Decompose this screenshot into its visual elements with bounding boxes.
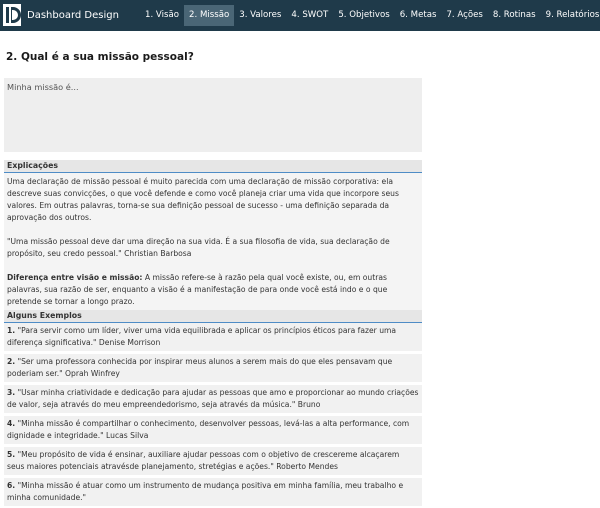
examples-header: Alguns Exemplos: [4, 310, 422, 323]
example-item: [4, 478, 422, 506]
nav-tab-acoes[interactable]: 7. Ações: [446, 10, 483, 20]
example-number: 5.: [7, 450, 16, 459]
brand-title[interactable]: Dashboard Design: [27, 10, 119, 21]
example-number: 3.: [7, 388, 16, 397]
mission-input[interactable]: [4, 78, 422, 152]
nav-tab-metas[interactable]: 6. Metas: [399, 10, 437, 20]
example-text: "Ser uma professora conhecida por inspirar meus alunos a serem mais do que eles pensavam que poderiam ser." Oprah Winfrey: [7, 357, 393, 378]
main-nav: [140, 0, 600, 31]
explanation-difference: [7, 272, 419, 308]
example-item: [4, 323, 422, 354]
nav-tab-missao[interactable]: 2. Missão: [184, 5, 234, 26]
difference-text: A missão refere-se à razão pela qual você existe, ou, em outras palavras, sua razão de ser, enquanto a visão é a manifestação de para onde você está indo e o que pretende se tornar a longo prazo.: [7, 273, 388, 306]
nav-tab-relatorios[interactable]: 9. Relatórios: [545, 10, 600, 20]
example-item: [4, 416, 422, 447]
example-number: 4.: [7, 419, 16, 428]
dashboard-logo-icon[interactable]: [3, 4, 21, 26]
example-text: "Minha missão é compartilhar o conhecimento, desenvolver pessoas, levá-las a alta performance, com dignidade e integridade." Lucas Silva: [7, 419, 410, 440]
example-text: "Minha missão é atuar como um instrumento de mudança positiva em minha família, meu trabalho e minha comunidade.": [7, 481, 404, 502]
nav-tab-objetivos[interactable]: 5. Objetivos: [338, 10, 390, 20]
explanation-quote: "Uma missão pessoal deve dar uma direção na sua vida. É a sua filosofia de vida, sua declaração de propósito, seu credo pessoal." Christian Barbosa: [7, 237, 390, 258]
example-number: 1.: [7, 326, 16, 335]
explanations-body: [4, 173, 422, 312]
nav-tab-rotinas[interactable]: 8. Rotinas: [492, 10, 536, 20]
example-text: "Para servir como um líder, viver uma vida equilibrada e aplicar os princípios éticos para fazer uma diferença significativa." Denise Morrison: [7, 326, 397, 347]
nav-tab-visao[interactable]: 1. Visão: [145, 10, 180, 20]
example-item: [4, 354, 422, 385]
nav-tab-valores[interactable]: 3. Valores: [239, 10, 282, 20]
example-text: "Usar minha criatividade e dedicação para ajudar as pessoas que amo e proporcionar ao mundo criações de valor, seja através do meu empreendedorismo, seja através da música." Bruno: [7, 388, 419, 409]
example-number: 2.: [7, 357, 16, 366]
top-navbar: [0, 0, 600, 31]
example-text: "Meu propósito de vida é ensinar, auxiliare ajudar pessoas com o objetivo de crescereme alcaçarem seus maiores potenciais atravésde planejamento, stretégias e ações." Roberto Mendes: [7, 450, 400, 471]
page-title: 2. Qual é a sua missão pessoal?: [6, 51, 194, 63]
example-number: 6.: [7, 481, 16, 490]
examples-panel: [4, 310, 422, 506]
explanations-panel: [4, 160, 422, 312]
explanations-header: Explicações: [4, 160, 422, 173]
example-item: [4, 385, 422, 416]
example-item: [4, 447, 422, 478]
explanation-paragraph: Uma declaração de missão pessoal é muito parecida com uma declaração de missão corporativa: ela descreve suas convicções, o que você defende e como você planeja criar uma vida que incorpore seus valores. Em outras palavras, torna-se sua definição pessoal de sucesso - uma definição separada da aprovação dos outros.: [7, 177, 399, 222]
nav-tab-swot[interactable]: 4. SWOT: [291, 10, 329, 20]
difference-label: Diferença entre visão e missão:: [7, 273, 143, 282]
